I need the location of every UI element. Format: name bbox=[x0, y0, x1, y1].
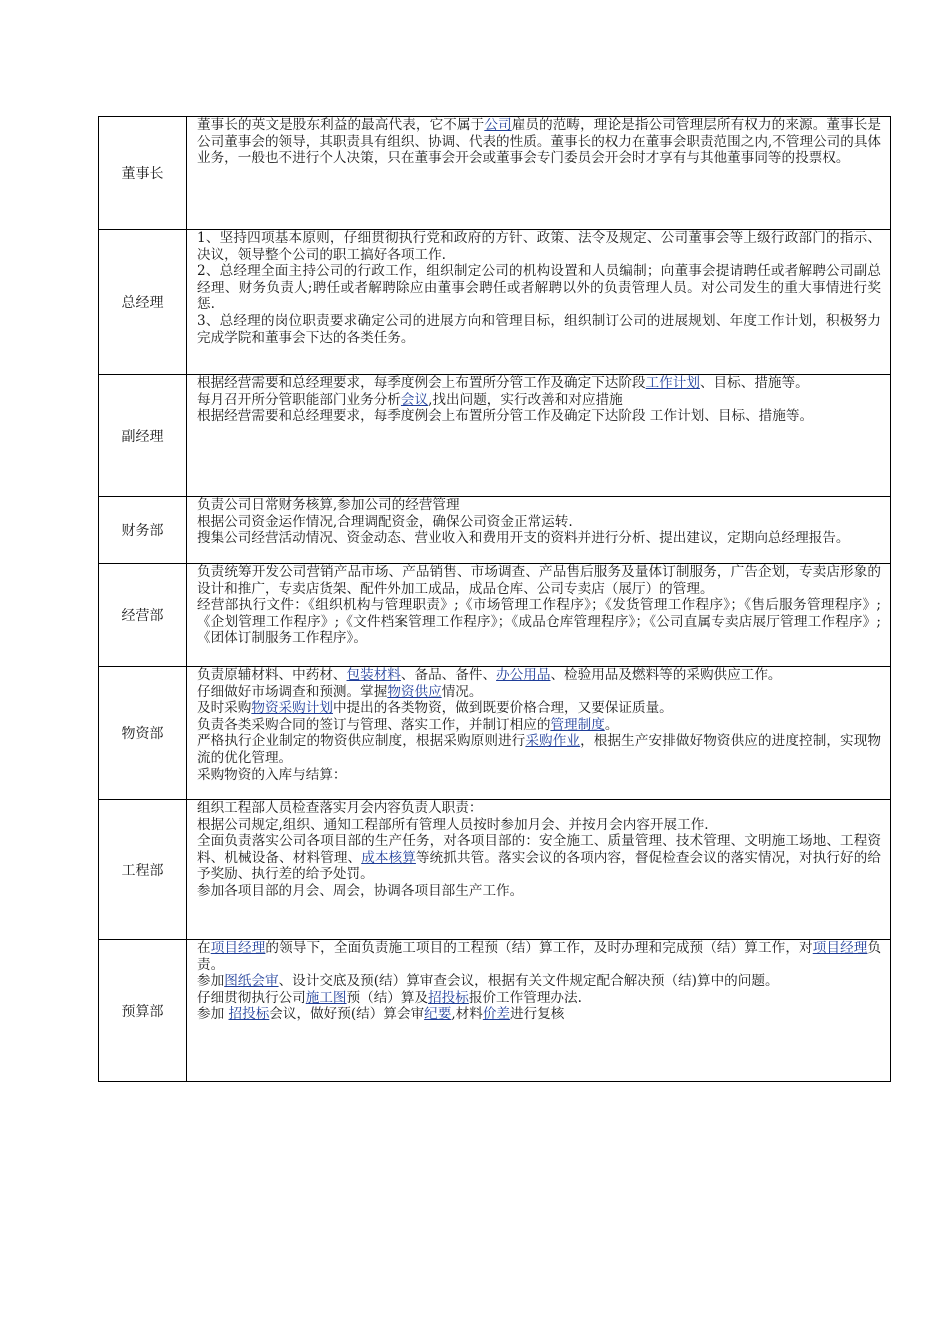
duty-text: 参加 bbox=[197, 1006, 229, 1023]
duty-text: 雇员的范畴，理论是指公司管理层所有权力的来源。董事长是公司董事会的领导，其职责具有组织、协调、代表的性质。董事长的权力在董事会职责范围之内,不管理公司的具体业务，一般也不进行个人决策，只在董事会开会或董事会专门委员会开会时才享有与其他董事同等的投票权。 bbox=[197, 117, 882, 167]
department-name: 预算部 bbox=[99, 940, 187, 1082]
duty-text: 负责公司日常财务核算,参加公司的经营管理 bbox=[197, 497, 460, 513]
term-link[interactable]: 会议 bbox=[400, 391, 429, 408]
department-name: 财务部 bbox=[99, 497, 187, 564]
duty-line bbox=[197, 564, 881, 597]
duty-line bbox=[197, 684, 881, 701]
duty-text: 根据经营需要和总经理要求，每季度例会上布置所分管工作及确定下达阶段 工作计划、目标、措施等。 bbox=[197, 408, 814, 425]
duty-text: 每月召开所分管职能部门业务分析 bbox=[197, 391, 401, 408]
table-row bbox=[99, 564, 891, 667]
duty-line bbox=[197, 700, 881, 717]
duty-line bbox=[197, 883, 881, 900]
duty-text: 全面负责落实公司各项目部的生产任务，对各项目部的：安全施工、质量管理、技术管理、文明施工场地、工程资料、机械设备、材料管理、 bbox=[197, 833, 881, 866]
term-link[interactable]: 项目经理 bbox=[210, 940, 266, 956]
duty-line bbox=[197, 767, 881, 784]
term-link[interactable]: 公司 bbox=[484, 117, 512, 133]
term-link[interactable]: 纪要 bbox=[424, 1006, 452, 1023]
duty-line bbox=[197, 263, 881, 313]
term-link[interactable]: 施工图 bbox=[305, 989, 347, 1006]
term-link[interactable]: 价差 bbox=[482, 1006, 511, 1023]
duty-text: ,材料 bbox=[451, 1006, 483, 1023]
department-duties bbox=[187, 564, 891, 667]
department-duties bbox=[187, 667, 891, 800]
department-duties bbox=[187, 497, 891, 564]
duty-text: 经营部执行文件：《组织机构与管理职责》;《市场管理工作程序》；《发货管理工作程序》；《售后服务管理程序》;《企划管理工作程序》;《文件档案管理工作程序》；《成品仓库管理程序》；《公司直属专卖店展厅管理工作程序》;《团体订制服务工作程序》。 bbox=[197, 597, 881, 647]
term-link[interactable]: 管理制度 bbox=[550, 716, 605, 733]
department-duties bbox=[187, 940, 891, 1082]
term-link[interactable]: 包装材料 bbox=[346, 667, 401, 683]
table-row bbox=[99, 117, 891, 230]
department-name: 物资部 bbox=[99, 667, 187, 800]
duty-text: 中提出的各类物资，做到既要价格合理，又要保证质量。 bbox=[332, 700, 673, 717]
duty-text: 董事长的英文是股东利益的最高代表，它不属于 bbox=[197, 117, 485, 133]
duty-line bbox=[197, 667, 881, 684]
duty-text: 组织工程部人员检查落实月会内容负责人职责： bbox=[197, 800, 483, 816]
department-name: 董事长 bbox=[99, 117, 187, 230]
duty-text: 负责。 bbox=[197, 940, 882, 973]
department-duties bbox=[187, 117, 891, 230]
term-link[interactable]: 办公用品 bbox=[496, 667, 551, 683]
duty-text: 负责统筹开发公司营销产品市场、产品销售、市场调查、产品售后服务及量体订制服务，广告企划，专卖店形象的设计和推广，专卖店货架、配件外加工成品，成品仓库、公司专卖店（展厅）的管理。 bbox=[197, 564, 881, 597]
duty-text: 参加各项目部的月会、周会，协调各项目部生产工作。 bbox=[197, 882, 524, 899]
term-link[interactable]: 物资供应 bbox=[387, 683, 442, 700]
duty-text: 3、总经理的岗位职责要求确定公司的进展方向和管理目标，组织制订公司的进展规划、年度工作计划，积极努力完成学院和董事会下达的各类任务。 bbox=[197, 312, 881, 346]
duty-line bbox=[197, 733, 881, 766]
duty-text: 报价工作管理办法. bbox=[468, 989, 582, 1006]
term-link[interactable]: 图纸会审 bbox=[224, 973, 279, 990]
department-name: 总经理 bbox=[99, 230, 187, 375]
duty-line bbox=[197, 800, 881, 817]
department-duties bbox=[187, 375, 891, 497]
duty-line bbox=[197, 717, 881, 734]
term-link[interactable]: 成本核算 bbox=[361, 849, 416, 866]
duty-text: 在 bbox=[197, 940, 211, 956]
table-row bbox=[99, 375, 891, 497]
duty-text: ，根据生产安排做好物资供应的进度控制，实现物流的优化管理。 bbox=[197, 733, 882, 766]
table-row bbox=[99, 800, 891, 940]
duty-text: 根据公司资金运作情况,合理调配资金，确保公司资金正常运转. bbox=[197, 513, 573, 530]
duty-text: 、目标、措施等。 bbox=[699, 375, 809, 391]
table-row bbox=[99, 230, 891, 375]
duty-line bbox=[197, 117, 881, 167]
duty-text: 预（结）算及 bbox=[346, 989, 429, 1006]
table-row bbox=[99, 497, 891, 564]
duty-text: 根据经营需要和总经理要求，每季度例会上布置所分管工作及确定下达阶段 bbox=[197, 375, 646, 391]
department-duties bbox=[187, 230, 891, 375]
duty-line bbox=[197, 497, 881, 514]
department-duties bbox=[187, 800, 891, 940]
term-link[interactable]: 采购作业 bbox=[525, 733, 581, 750]
duty-line bbox=[197, 313, 881, 346]
duty-text: 负责各类采购合同的签订与管理、落实工作，并制订相应的 bbox=[197, 716, 551, 733]
duty-text: 采购物资的入库与结算： bbox=[197, 766, 347, 783]
duty-text: 。 bbox=[604, 716, 619, 733]
duty-line bbox=[197, 375, 881, 392]
duty-text: 情况。 bbox=[441, 683, 483, 700]
duty-text: 仔细做好市场调查和预测。掌握 bbox=[197, 683, 388, 700]
department-duties-table bbox=[98, 116, 891, 1082]
term-link[interactable]: 招投标 bbox=[228, 1006, 270, 1023]
duty-text: 等统抓共管。落实会议的各项内容，督促检查会议的落实情况，对执行好的给予奖励、执行差的给予处罚。 bbox=[197, 849, 882, 883]
duty-text: 仔细贯彻执行公司 bbox=[197, 989, 306, 1006]
term-link[interactable]: 招投标 bbox=[428, 989, 469, 1006]
duty-text: 的领导下，全面负责施工项目的工程预（结）算工作，及时办理和完成预（结）算工作，对 bbox=[265, 940, 813, 956]
duty-line bbox=[197, 408, 881, 425]
duty-line bbox=[197, 990, 881, 1007]
duty-text: 会议，做好预(结）算会审 bbox=[269, 1006, 425, 1023]
duty-text: 及时采购 bbox=[197, 700, 252, 717]
duty-line bbox=[197, 530, 881, 547]
term-link[interactable]: 工作计划 bbox=[645, 375, 700, 391]
department-name: 副经理 bbox=[99, 375, 187, 497]
duty-text: 1、坚持四项基本原则，仔细贯彻执行党和政府的方针、政策、法令及规定、公司董事会等上级行政部门的指示、决议，领导整个公司的职工搞好各项工作. bbox=[197, 230, 881, 263]
department-name: 工程部 bbox=[99, 800, 187, 940]
duty-text: 2、总经理全面主持公司的行政工作，组织制定公司的机构设置和人员编制；向董事会提请聘任或者解聘公司副总经理、财务负责人;聘任或者解聘除应由董事会聘任或者解聘以外的负责管理人员。对公司发生的重大事情进行奖惩. bbox=[197, 263, 881, 313]
duty-text: 参加 bbox=[197, 973, 225, 990]
duty-line bbox=[197, 514, 881, 531]
duty-line bbox=[197, 817, 881, 834]
duty-line bbox=[197, 597, 881, 647]
table-row bbox=[99, 667, 891, 800]
duty-line bbox=[197, 833, 881, 883]
duty-text: 、设计交底及预(结）算审查会议，根据有关文件规定配合解决预（结)算中的问题。 bbox=[278, 973, 779, 990]
table-row bbox=[99, 940, 891, 1082]
duty-line bbox=[197, 392, 881, 409]
duty-text: 搜集公司经营活动情况、资金动态、营业收入和费用开支的资料并进行分析、提出建议，定期向总经理报告。 bbox=[197, 530, 850, 547]
duty-text: 、备品、备件、 bbox=[400, 667, 497, 683]
duty-text: 、检验用品及燃料等的采购供应工作。 bbox=[550, 667, 782, 683]
term-link[interactable]: 项目经理 bbox=[812, 940, 868, 956]
duty-line bbox=[197, 973, 881, 990]
department-name: 经营部 bbox=[99, 564, 187, 667]
duty-text: ,找出问题，实行改善和对应措施 bbox=[428, 391, 623, 408]
duty-line bbox=[197, 1006, 881, 1023]
term-link[interactable]: 物资采购计划 bbox=[251, 700, 333, 717]
duty-text: 严格执行企业制定的物资供应制度，根据采购原则进行 bbox=[197, 733, 526, 750]
duty-line bbox=[197, 230, 881, 263]
duty-line bbox=[197, 940, 881, 973]
duty-text: 根据公司规定,组织、通知工程部所有管理人员按时参加月会、并按月会内容开展工作. bbox=[197, 816, 709, 833]
duty-text: 负责原辅材料、中药材、 bbox=[197, 667, 347, 683]
duty-text: 进行复核 bbox=[510, 1006, 565, 1023]
